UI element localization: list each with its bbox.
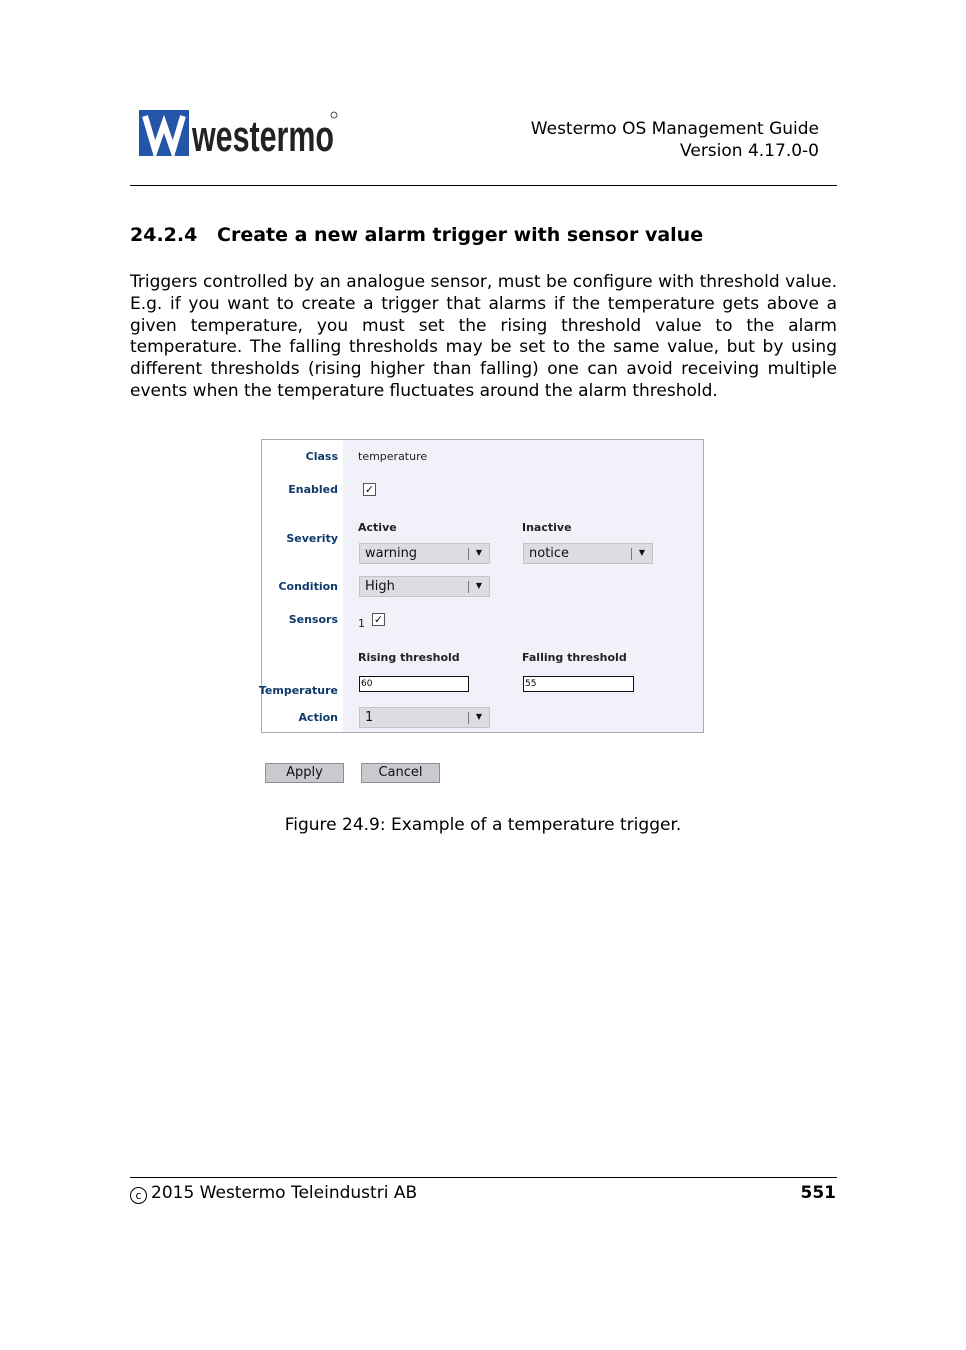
active-severity-select[interactable] <box>359 543 490 564</box>
section-body: Triggers controlled by an analogue sensor, must be configure with threshold value. E.g. if you want to create a trigger that alarms if the temperature gets above a given temperature, you must set the rising threshold value to the alarm temperature. The falling thresholds may be set to the same value, but by using different thresholds (rising higher than falling) one can avoid receiving multiple events when the temperature fluctuates around the alarm threshold. <box>130 272 837 401</box>
condition-label: Condition <box>278 580 338 593</box>
page-number: 551 <box>800 1183 836 1203</box>
condition-value: High <box>365 579 395 594</box>
section-number: 24.2.4 <box>130 224 198 246</box>
active-severity-value: warning <box>365 546 418 561</box>
footer-copyright <box>130 1183 417 1204</box>
active-label: Active <box>358 521 397 534</box>
figure-caption: Figure 24.9: Example of a temperature trigger. <box>284 815 682 835</box>
chevron-down-icon: ▼ <box>475 581 482 590</box>
class-label: Class <box>305 450 338 463</box>
condition-select[interactable] <box>359 576 490 597</box>
copyright-icon: c <box>130 1187 147 1204</box>
rising-threshold-label: Rising threshold <box>358 651 460 664</box>
action-label: Action <box>298 711 338 724</box>
cancel-button[interactable]: Cancel <box>361 763 440 783</box>
copyright-text: 2015 Westermo Teleindustri AB <box>151 1183 418 1203</box>
sensors-label: Sensors <box>288 613 338 626</box>
check-icon: ✓ <box>373 613 384 626</box>
action-value: 1 <box>365 710 374 725</box>
inactive-severity-value: notice <box>529 546 570 561</box>
action-select[interactable] <box>359 707 490 728</box>
chevron-down-icon: ▼ <box>475 712 482 721</box>
header-divider <box>130 185 837 186</box>
falling-threshold-label: Falling threshold <box>522 651 627 664</box>
footer-divider <box>130 1177 837 1178</box>
chevron-down-icon: ▼ <box>475 548 482 557</box>
chevron-down-icon: ▼ <box>638 548 645 557</box>
falling-threshold-input[interactable]: 55 <box>523 676 634 692</box>
section-heading <box>130 224 703 246</box>
severity-label: Severity <box>286 532 338 545</box>
apply-button[interactable]: Apply <box>265 763 344 783</box>
enabled-label: Enabled <box>288 483 338 496</box>
inactive-label: Inactive <box>522 521 572 534</box>
sensor-checkbox[interactable] <box>372 613 385 626</box>
section-title: Create a new alarm trigger with sensor value <box>217 224 704 246</box>
guide-title: Westermo OS Management Guide <box>530 119 819 139</box>
temperature-label: Temperature <box>258 684 338 697</box>
rising-threshold-input[interactable]: 60 <box>359 676 469 692</box>
westermo-logo <box>139 110 339 161</box>
class-value: temperature <box>358 450 428 463</box>
check-icon: ✓ <box>364 483 375 496</box>
sensor-number: 1 <box>358 617 365 630</box>
inactive-severity-select[interactable] <box>523 543 653 564</box>
enabled-checkbox[interactable] <box>363 483 376 496</box>
logo-wordmark: westermo <box>191 112 334 161</box>
guide-version: Version 4.17.0-0 <box>680 141 819 161</box>
